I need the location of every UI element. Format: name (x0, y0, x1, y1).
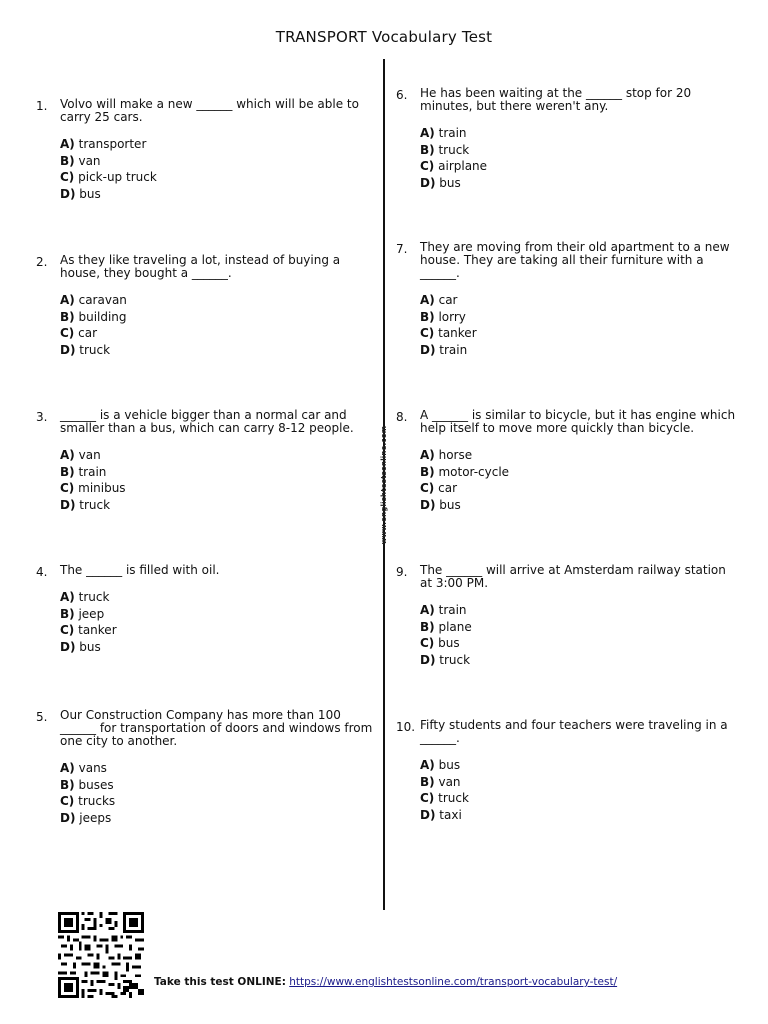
option-text: car (78, 326, 98, 340)
option-text: truck (439, 652, 471, 667)
question-number: 4. (36, 565, 48, 579)
question-text: The ______ will arrive at Amsterdam railway station at 3:00 PM. (420, 563, 726, 590)
option-b[interactable] (420, 309, 741, 326)
option-letter: D) (420, 807, 436, 822)
question-number: 5. (36, 710, 48, 724)
option-letter: B) (420, 774, 435, 789)
option-text: truck (438, 791, 469, 805)
option-text: bus (439, 175, 461, 190)
option-letter: D) (60, 186, 76, 201)
option-letter: B) (60, 153, 75, 168)
option-letter: C) (60, 481, 75, 495)
answer-options (60, 760, 376, 826)
answer-options (420, 602, 741, 668)
option-letter: C) (420, 326, 435, 340)
option-d[interactable] (420, 342, 741, 359)
option-b[interactable] (420, 774, 741, 791)
question-3 (36, 409, 376, 525)
option-b[interactable] (60, 309, 376, 326)
footer-text (154, 976, 617, 988)
option-letter: A) (420, 293, 435, 307)
question-text: As they like traveling a lot, instead of buying a house, they bought a ______. (60, 253, 341, 280)
option-letter: A) (420, 603, 435, 617)
option-letter: C) (60, 623, 75, 637)
option-letter: D) (60, 342, 76, 357)
question-text: ______ is a vehicle bigger than a normal car and smaller than a bus, which can carry 8-12 people. (60, 408, 354, 435)
option-text: van (438, 774, 461, 789)
question-9 (396, 564, 741, 680)
option-letter: A) (60, 137, 75, 151)
option-c[interactable] (60, 480, 376, 497)
qr-code-icon[interactable] (56, 912, 146, 998)
option-letter: B) (60, 606, 75, 621)
option-text: horse (438, 448, 473, 462)
option-text: bus (79, 639, 101, 654)
question-7 (396, 241, 741, 370)
question-text: He has been waiting at the ______ stop for 20 minutes, but there weren't any. (420, 86, 692, 113)
option-text: airplane (438, 159, 488, 173)
page-title: TRANSPORT Vocabulary Test (275, 28, 493, 46)
option-letter: A) (60, 761, 75, 775)
answer-options (60, 589, 376, 655)
option-letter: C) (60, 326, 75, 340)
option-d[interactable] (60, 342, 376, 359)
option-letter: C) (420, 636, 435, 650)
question-text: The ______ is filled with oil. (60, 563, 220, 577)
question-text: A ______ is similar to bicycle, but it has engine which help itself to move more quickly than bicycle. (420, 408, 736, 435)
option-d[interactable] (420, 652, 741, 669)
option-c[interactable] (60, 793, 376, 810)
option-a[interactable] (60, 292, 376, 309)
option-b[interactable] (420, 142, 741, 159)
option-d[interactable] (60, 639, 376, 656)
option-text: truck (438, 142, 470, 157)
option-b[interactable] (60, 777, 376, 794)
option-text: motor-cycle (438, 464, 510, 479)
option-c[interactable] (420, 635, 741, 652)
option-text: car (438, 481, 458, 495)
question-text: Volvo will make a new ______ which will be able to carry 25 cars. (60, 97, 359, 124)
footer-label: Take this test ONLINE: (154, 976, 286, 988)
answer-options (60, 292, 376, 358)
option-letter: A) (420, 126, 435, 140)
option-letter: B) (420, 619, 435, 634)
option-text: tanker (78, 623, 117, 637)
option-text: building (78, 309, 127, 324)
option-letter: C) (60, 170, 75, 184)
option-text: car (438, 293, 458, 307)
option-b[interactable] (60, 153, 376, 170)
option-letter: A) (60, 293, 75, 307)
option-c[interactable] (60, 325, 376, 342)
test-online-link[interactable]: https://www.englishtestsonline.com/transport-vocabulary-test/ (289, 976, 618, 988)
question-number: 2. (36, 255, 48, 269)
option-a[interactable] (60, 136, 376, 153)
option-letter: B) (60, 309, 75, 324)
question-number: 6. (396, 88, 408, 102)
option-b[interactable] (420, 619, 741, 636)
option-text: plane (438, 619, 472, 634)
option-letter: D) (420, 342, 436, 357)
answer-options (60, 447, 376, 513)
option-text: truck (78, 590, 110, 604)
option-letter: A) (60, 590, 75, 604)
option-text: transporter (78, 137, 147, 151)
option-a[interactable] (420, 125, 741, 142)
option-letter: D) (420, 175, 436, 190)
option-a[interactable] (60, 447, 376, 464)
option-text: bus (439, 497, 461, 512)
question-6 (396, 87, 741, 203)
option-text: train (438, 126, 467, 140)
option-d[interactable] (420, 175, 741, 192)
question-number: 8. (396, 410, 408, 424)
option-letter: D) (60, 497, 76, 512)
option-text: bus (79, 186, 101, 201)
option-letter: A) (420, 758, 435, 772)
option-c[interactable] (60, 169, 376, 186)
question-8 (396, 409, 741, 525)
option-text: minibus (78, 481, 126, 495)
option-letter: D) (420, 497, 436, 512)
question-text: Our Construction Company has more than 100 ______ for transportation of doors and windows from one city to another. (60, 708, 373, 748)
option-letter: A) (420, 448, 435, 462)
option-text: trucks (78, 794, 116, 808)
option-letter: B) (420, 142, 435, 157)
option-text: lorry (438, 309, 466, 324)
option-letter: C) (420, 791, 435, 805)
option-a[interactable] (420, 602, 741, 619)
option-c[interactable] (420, 325, 741, 342)
option-letter: B) (420, 309, 435, 324)
site-watermark: www.englishtestsonline.com (380, 425, 388, 545)
question-number: 9. (396, 565, 408, 579)
option-text: taxi (439, 807, 462, 822)
option-a[interactable] (60, 760, 376, 777)
option-d[interactable] (420, 807, 741, 824)
option-text: vans (78, 761, 107, 775)
option-letter: B) (60, 464, 75, 479)
option-b[interactable] (420, 464, 741, 481)
option-text: train (78, 464, 107, 479)
option-text: jeeps (79, 810, 112, 825)
question-text: Fifty students and four teachers were traveling in a ______. (420, 718, 728, 745)
option-a[interactable] (420, 757, 741, 774)
option-letter: C) (420, 481, 435, 495)
option-text: bus (438, 636, 460, 650)
option-letter: D) (420, 652, 436, 667)
question-number: 3. (36, 410, 48, 424)
answer-options (420, 447, 741, 513)
option-text: van (78, 153, 101, 168)
option-letter: B) (420, 464, 435, 479)
option-text: truck (79, 497, 111, 512)
option-text: van (78, 448, 101, 462)
option-c[interactable] (420, 480, 741, 497)
answer-options (60, 136, 376, 202)
question-1 (36, 98, 376, 214)
option-a[interactable] (420, 447, 741, 464)
option-letter: A) (60, 448, 75, 462)
option-d[interactable] (420, 497, 741, 514)
question-number: 1. (36, 99, 48, 113)
option-text: pick-up truck (78, 170, 157, 184)
option-text: jeep (78, 606, 105, 621)
option-d[interactable] (60, 497, 376, 514)
option-text: train (438, 603, 467, 617)
option-text: truck (79, 342, 111, 357)
option-letter: D) (60, 810, 76, 825)
option-c[interactable] (60, 622, 376, 639)
option-letter: C) (60, 794, 75, 808)
footer (56, 912, 756, 1002)
question-number: 7. (396, 242, 408, 256)
option-d[interactable] (60, 186, 376, 203)
option-c[interactable] (420, 790, 741, 807)
option-text: caravan (78, 293, 127, 307)
answer-options (420, 125, 741, 191)
option-text: train (439, 342, 468, 357)
answer-options (420, 757, 741, 823)
option-b[interactable] (60, 606, 376, 623)
option-letter: D) (60, 639, 76, 654)
answer-options (420, 292, 741, 358)
question-text: They are moving from their old apartment to a new house. They are taking all their furniture with a ______. (420, 240, 730, 280)
question-number: 10. (396, 720, 416, 734)
option-a[interactable] (420, 292, 741, 309)
option-text: tanker (438, 326, 477, 340)
question-4 (36, 564, 376, 667)
question-10 (396, 719, 741, 835)
option-c[interactable] (420, 158, 741, 175)
option-letter: B) (60, 777, 75, 792)
question-5 (36, 709, 376, 838)
question-2 (36, 254, 376, 370)
option-letter: C) (420, 159, 435, 173)
option-text: bus (438, 758, 461, 772)
option-a[interactable] (60, 589, 376, 606)
option-d[interactable] (60, 810, 376, 827)
option-b[interactable] (60, 464, 376, 481)
option-text: buses (78, 777, 114, 792)
